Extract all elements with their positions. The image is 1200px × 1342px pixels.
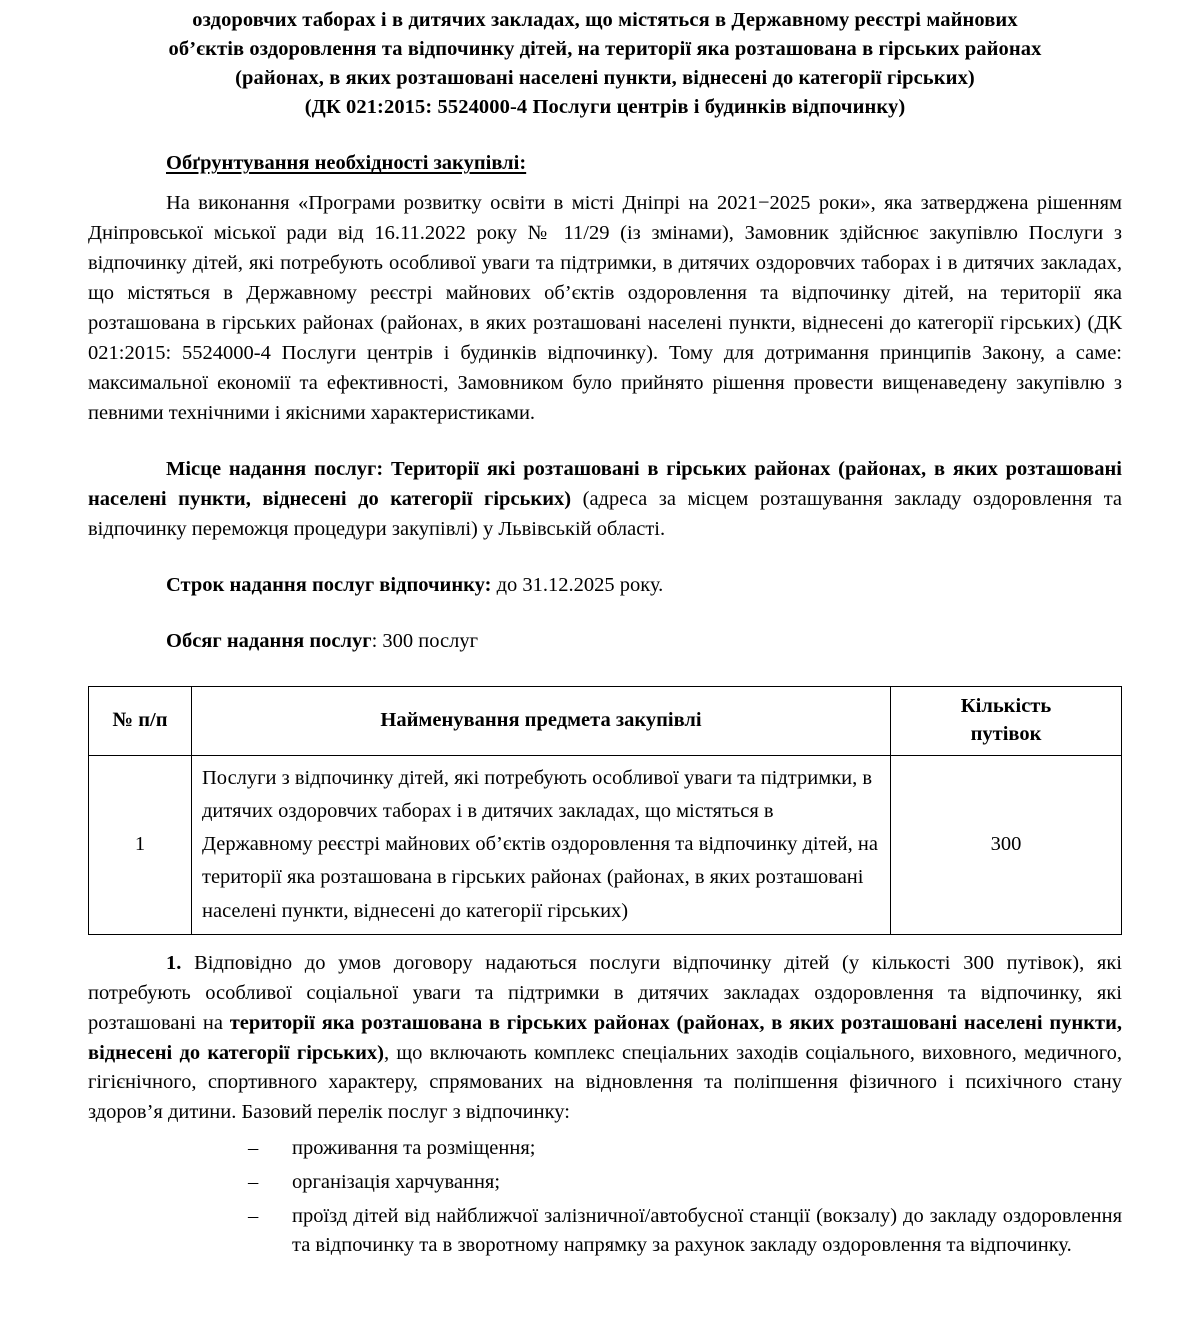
table-cell-quantity: 300	[891, 755, 1122, 934]
term-value: до 31.12.2025 року.	[491, 573, 664, 596]
table-header-row	[89, 687, 1122, 755]
heading-line-4: (ДК 021:2015: 5524000-4 Послуги центрів і будинків відпочинку)	[304, 96, 906, 119]
volume-label: Обсяг надання послуг	[166, 629, 372, 652]
justification-paragraph: На виконання «Програми розвитку освіти в місті Дніпрі на 2021−2025 роки», яка затверджена рішенням Дніпровської міської ради від 16.11.2022 року № 11/29 (із змінами), Замовник здійснює закупівлю Послуги з відпочинку дітей, які потребують особливої уваги та підтримки, в дитячих оздоровчих таборах і в дитячих закладах, що містяться в Державному реєстрі майнових об’єктів оздоровлення та відпочинку дітей, на території яка розташована в гірських районах (районах, в яких розташовані населені пункти, віднесені до категорії гірських) (ДК 021:2015: 5524000-4 Послуги центрів і будинків відпочинку). Тому для дотримання принципів Закону, а саме: максимальної економії та ефективності, Замовником було прийнято рішення провести вищенаведену закупівлю з певними технічними і якісними характеристиками.	[88, 192, 1122, 424]
heading-line-1: оздоровчих таборах і в дитячих закладах, що містяться в Державному реєстрі майнових	[192, 9, 1018, 31]
table-cell-number: 1	[89, 755, 192, 934]
list-item: – проживання та розміщення;	[248, 1134, 1122, 1164]
volume-paragraph	[88, 627, 1122, 657]
heading-line-3: (районах, в яких розташовані населені пункти, віднесені до категорії гірських)	[235, 67, 975, 90]
table-row	[89, 755, 1122, 934]
volume-value: : 300 послуг	[371, 629, 478, 652]
list-item: – організація харчування;	[248, 1168, 1122, 1198]
table-cell-subject: Послуги з відпочинку дітей, які потребують особливої уваги та підтримки, в дитячих оздоровчих таборах і в дитячих закладах, що містяться в Державному реєстрі майнових об’єктів оздоровлення та відпочинку дітей, на території яка розташована в гірських районах (районах, в яких розташовані населені пункти, віднесені до категорії гірських)	[192, 755, 891, 934]
clause-part-1: Відповідно до умов договору надаються послуги відпочинку дітей (у кількості 300 путівок), які потребують особливої соціальної уваги та підтримки в дитячих закладах оздоровлення та відпочинку, які розташовані на	[88, 951, 1122, 1034]
table-header-quantity	[891, 687, 1122, 755]
clause-part-2: , що включають комплекс спеціальних заходів соціального, виховного, медичного, гігієнічного, спортивного характеру, спрямованих на відновлення та поліпшення фізичного і психічного стану здоров’я дитини. Базовий перелік послуг з відпочинку:	[88, 1041, 1122, 1124]
services-list	[88, 1134, 1122, 1261]
term-label: Строк надання послуг відпочинку:	[166, 573, 492, 596]
document-heading	[88, 6, 1122, 122]
list-item: – проїзд дітей від найближчої залізничної/автобусної станції (вокзалу) до закладу оздоровлення та відпочинку та в зворотному напрямку за рахунок закладу оздоровлення та відпочинку.	[248, 1202, 1122, 1261]
clause-bold-part: території яка розташована в гірських районах (районах, в яких розташовані населені пункти, віднесені до категорії гірських)	[88, 1011, 1123, 1064]
place-of-service-paragraph	[88, 455, 1122, 545]
table-header-subject: Найменування предмета закупівлі	[192, 687, 891, 755]
justification-title: Обґрунтування необхідності закупівлі:	[166, 152, 527, 175]
term-paragraph	[88, 571, 1122, 601]
table-header-quantity-line2: путівок	[970, 723, 1042, 746]
clause-paragraph	[88, 949, 1122, 1129]
place-of-service-label: Місце надання послуг: Території які розташовані в гірських районах (районах, в яких розташовані населені пункти, віднесені до категорії гірських)	[88, 457, 1122, 510]
place-of-service-value: (адреса за місцем розташування закладу оздоровлення та відпочинку переможця процедури закупівлі) у Львівській області.	[88, 487, 1122, 540]
table-header-number: № п/п	[89, 687, 192, 755]
table-header-quantity-line1: Кількість	[960, 695, 1052, 718]
clause-number: 1.	[166, 951, 182, 974]
heading-line-2: об’єктів оздоровлення та відпочинку дітей, на території яка розташована в гірських районах	[168, 38, 1042, 61]
procurement-table	[88, 686, 1122, 934]
